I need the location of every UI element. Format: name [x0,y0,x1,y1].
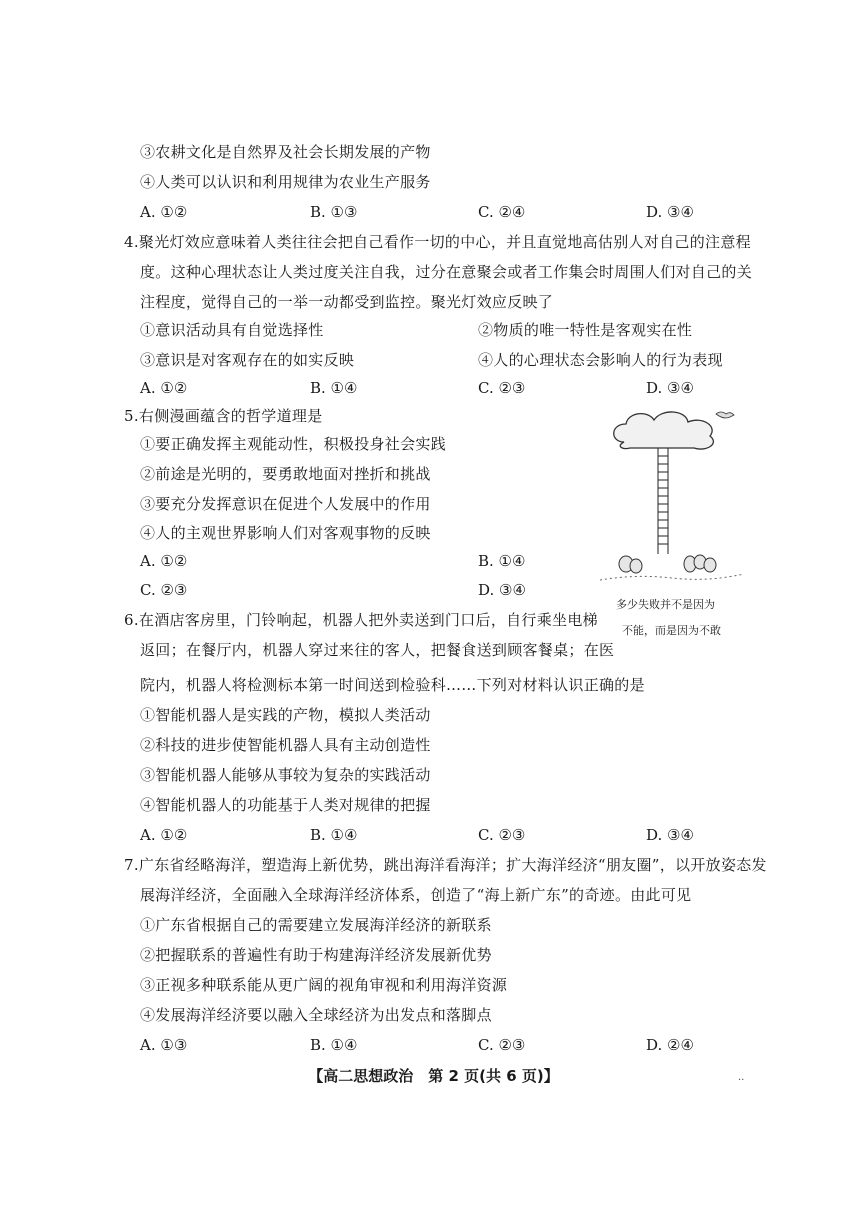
q6-stem-line-1: 6.在酒店客房里，门铃响起，机器人把外卖送到门口后，自行乘坐电梯 [124,611,598,629]
q3-statement-3: ③农耕文化是自然界及社会长期发展的产物 [140,143,431,161]
cloud-shape [614,412,714,449]
q4-stem-line-1: 4.聚光灯效应意味着人类往往会把自己看作一切的中心，并且直觉地高估别人对自己的注意程 [124,233,751,251]
q5-option-b: B. ①④ [478,552,526,570]
ladder-icon [658,448,668,554]
q7-option-b: B. ①④ [310,1036,358,1054]
ground-line [600,574,744,580]
q7-statement-3: ③正视多种联系能从更广阔的视角审视和利用海洋资源 [140,976,508,994]
cartoon-illustration [596,404,748,594]
page-footer: 【高二思想政治 第 2 页(共 6 页)】 [308,1067,559,1085]
q5-statement-1: ①要正确发挥主观能动性，积极投身社会实践 [140,435,447,453]
q7-statement-2: ②把握联系的普遍性有助于构建海洋经济发展新优势 [140,946,492,964]
figures-icon [619,555,716,573]
q3-option-b: B. ①③ [310,203,358,221]
q5-statement-4: ④人的主观世界影响人们对客观事物的反映 [140,524,431,542]
q5-statement-2: ②前途是光明的，要勇敢地面对挫折和挑战 [140,465,431,483]
q5-option-a: A. ①② [140,552,188,570]
q4-option-c: C. ②③ [478,379,526,397]
cartoon-caption-line-2: 不能，而是因为不敢 [622,624,721,637]
q7-stem-line-2: 展海洋经济，全面融入全球海洋经济体系，创造了“海上新广东”的奇迹。由此可见 [140,886,692,904]
q5-option-d: D. ③④ [478,581,526,599]
q6-statement-3: ③智能机器人能够从事较为复杂的实践活动 [140,766,431,784]
q5-statement-3: ③要充分发挥意识在促进个人发展中的作用 [140,495,431,513]
q4-option-d: D. ③④ [646,379,694,397]
q6-option-d: D. ③④ [646,826,694,844]
q5-option-c: C. ②③ [140,581,188,599]
q6-option-c: C. ②③ [478,826,526,844]
q4-stem-line-3: 注程度，觉得自己的一举一动都受到监控。聚光灯效应反映了 [140,293,554,311]
q3-option-d: D. ③④ [646,203,694,221]
cartoon-caption-line-1: 多少失败并不是因为 [616,598,715,611]
q4-statement-3: ③意识是对客观存在的如实反映 [140,351,355,369]
q7-statement-1: ①广东省根据自己的需要建立发展海洋经济的新联系 [140,916,492,934]
q7-option-d: D. ②④ [646,1036,694,1054]
q6-stem-line-2: 返回；在餐厅内，机器人穿过来往的客人，把餐食送到顾客餐桌；在医 [140,641,615,659]
q6-statement-1: ①智能机器人是实践的产物，模拟人类活动 [140,706,431,724]
q6-statement-2: ②科技的进步使智能机器人具有主动创造性 [140,736,431,754]
bird-icon [716,412,734,418]
footer-mark: .. [738,1072,745,1083]
q7-option-a: A. ①③ [140,1036,188,1054]
q3-option-a: A. ①② [140,203,188,221]
q5-stem: 5.右侧漫画蕴含的哲学道理是 [124,407,323,425]
q7-statement-4: ④发展海洋经济要以融入全球经济为出发点和落脚点 [140,1006,492,1024]
q6-statement-4: ④智能机器人的功能基于人类对规律的把握 [140,796,431,814]
q4-option-b: B. ①④ [310,379,358,397]
q4-stem-line-2: 度。这种心理状态让人类过度关注自我，过分在意聚会或者工作集会时周围人们对自己的关 [140,263,753,281]
q4-option-a: A. ①② [140,379,188,397]
q6-stem-line-3: 院内，机器人将检测标本第一时间送到检验科……下列对材料认识正确的是 [140,676,645,694]
q4-statement-1: ①意识活动具有自觉选择性 [140,321,324,339]
q7-option-c: C. ②③ [478,1036,526,1054]
q3-option-c: C. ②④ [478,203,526,221]
q3-statement-4: ④人类可以认识和利用规律为农业生产服务 [140,173,431,191]
q6-option-b: B. ①④ [310,826,358,844]
q6-option-a: A. ①② [140,826,188,844]
q7-stem-line-1: 7.广东省经略海洋，塑造海上新优势，跳出海洋看海洋；扩大海洋经济“朋友圈”，以开放姿态发 [124,856,767,874]
q4-statement-2: ②物质的唯一特性是客观实在性 [478,321,693,339]
q4-statement-4: ④人的心理状态会影响人的行为表现 [478,351,723,369]
